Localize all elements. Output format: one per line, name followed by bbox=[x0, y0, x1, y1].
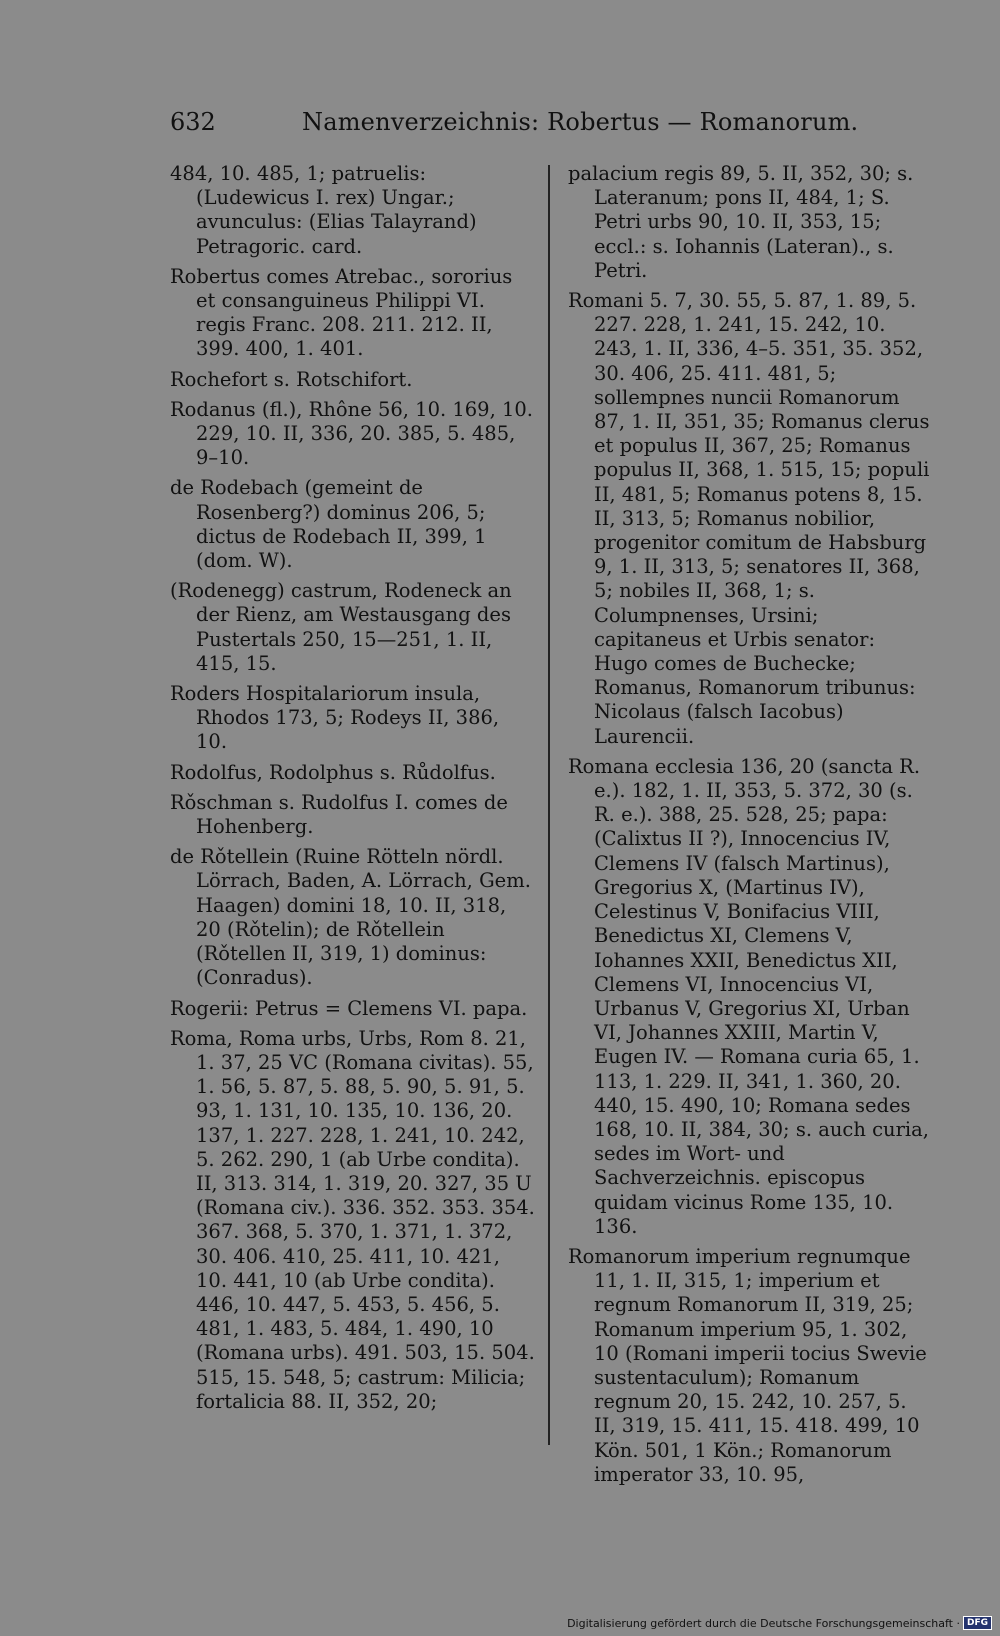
index-entry: Rodanus (fl.), Rhône 56, 10. 169, 10. 229, 10. II, 336, 20. 385, 5. 485, 9–10. bbox=[170, 397, 533, 470]
index-entry: palacium regis 89, 5. II, 352, 30; s. Lateranum; pons II, 484, 1; S. Petri urbs 90, 10. II, 353, 15; eccl.: s. Iohannis (Lateran)., s. Petri. bbox=[568, 162, 914, 282]
footer bbox=[567, 1616, 992, 1630]
index-entry: de Rodebach (gemeint de Rosenberg?) dominus 206, 5; dictus de Rodebach II, 399, 1 (dom. W). bbox=[170, 476, 487, 573]
footer-text: Digitalisierung gefördert durch die Deutsche Forschungsgemeinschaft · bbox=[567, 1616, 960, 1630]
index-entry: Rochefort s. Rotschifort. bbox=[170, 367, 413, 391]
index-entry: (Rodenegg) castrum, Rodeneck an der Rienz, am Westausgang des Pustertals 250, 15—251, 1. II, 415, 15. bbox=[170, 579, 512, 675]
index-entry: 484, 10. 485, 1; patruelis: (Ludewicus I. rex) Ungar.; avunculus: (Elias Talayrand) Petragoric. card. bbox=[170, 162, 477, 258]
dfg-logo: DFG bbox=[963, 1616, 992, 1630]
index-entry: Romana ecclesia 136, 20 (sancta R. e.). 182, 1. II, 353, 5. 372, 30 (s. R. e.). 388, 25. 528, 25; papa: (Calixtus II ?), Innocencius IV, Clemens IV (falsch Martinus), Gregorius X, (Martinus IV), Celestinus V, Bonifacius VIII, Benedictus XI, Clemens V, Iohannes XXII, Benedictus XII, Clemens VI, Innocencius VI, Urbanus V, Gregorius XI, Urban VI, Johannes XXIII, Martin V, Eugen IV. — Romana curia 65, 1. 113, 1. 229. II, 341, 1. 360, 20. 440, 15. 490, 10; Romana sedes 168, 10. II, 384, 30; s. auch curia, sedes im Wort- und Sachverzeichnis. episcopus quidam vicinus Rome 135, 10. 136. bbox=[568, 754, 929, 1238]
page-number: 632 bbox=[170, 108, 216, 136]
index-entry: Roma, Roma urbs, Urbs, Rom 8. 21, 1. 37, 25 VC (Romana civitas). 55, 1. 56, 5. 87, 5. 88, 5. 90, 5. 91, 5. 93, 1. 131, 10. 135, 10. 136, 20. 137, 1. 227. 228, 1. 241, 10. 242, 5. 262. 290, 1 (ab Urbe condita). II, 313. 314, 1. 319, 20. 327, 35 U (Romana civ.). 336. 352. 353. 354. 367. 368, 5. 370, 1. 371, 1. 372, 30. 406. 410, 25. 411, 10. 421, 10. 441, 10 (ab Urbe condita). 446, 10. 447, 5. 453, 5. 456, 5. 481, 1. 483, 5. 484, 1. 490, 10 (Romana urbs). 491. 503, 15. 504. 515, 15. 548, 5; castrum: Milicia; fortalicia 88. II, 352, 20; bbox=[170, 1026, 535, 1413]
index-entry: Rodolfus, Rodolphus s. Růdolfus. bbox=[170, 760, 496, 784]
left-column bbox=[170, 162, 535, 1420]
index-entry: Roders Hospitalariorum insula, Rhodos 173, 5; Rodeys II, 386, 10. bbox=[170, 682, 500, 754]
index-entry: Rǒschman s. Rudolfus I. comes de Hohenberg. bbox=[170, 790, 508, 839]
index-entry: Robertus comes Atrebac., sororius et consanguineus Philippi VI. regis Franc. 208. 211. 212. II, 399. 400, 1. 401. bbox=[170, 264, 513, 361]
running-head: Namenverzeichnis: Robertus — Romanorum. bbox=[302, 108, 859, 136]
index-entry: Romani 5. 7, 30. 55, 5. 87, 1. 89, 5. 227. 228, 1. 241, 15. 242, 10. 243, 1. II, 336, 4–5. 351, 35. 352, 30. 406, 25. 411. 481, 5; sollempnes nuncii Romanorum 87, 1. II, 351, 35; Romanus clerus et populus II, 367, 25; Romanus populus II, 368, 1. 515, 15; populi II, 481, 5; Romanus potens 8, 15. II, 313, 5; Romanus nobilior, progenitor comitum de Habsburg 9, 1. II, 313, 5; senatores II, 368, 5; nobiles II, 368, 1; s. Columpnenses, Ursini; capitaneus et Urbis senator: Hugo comes de Buchecke; Romanus, Romanorum tribunus: Nicolaus (falsch Iacobus) Laurencii. bbox=[568, 289, 930, 748]
index-entry: de Rǒtellein (Ruine Rötteln nördl. Lörrach, Baden, A. Lörrach, Gem. Haagen) domini 18, 10. II, 318, 20 (Rǒtelin); de Rǒtellein (Rǒtellen II, 319, 1) dominus: (Conradus). bbox=[170, 845, 531, 990]
column-rule bbox=[548, 165, 550, 1445]
index-entry: Rogerii: Petrus = Clemens VI. papa. bbox=[170, 996, 528, 1020]
index-entry: Romanorum imperium regnumque 11, 1. II, 315, 1; imperium et regnum Romanorum II, 319, 25; Romanum imperium 95, 1. 302, 10 (Romani imperii tocius Swevie sustentaculum); Romanum regnum 20, 15. 242, 10. 257, 5. II, 319, 15. 411, 15. 418. 499, 10 Kön. 501, 1 Kön.; Romanorum imperator 33, 10. 95, bbox=[568, 1244, 927, 1486]
right-column bbox=[568, 162, 930, 1493]
